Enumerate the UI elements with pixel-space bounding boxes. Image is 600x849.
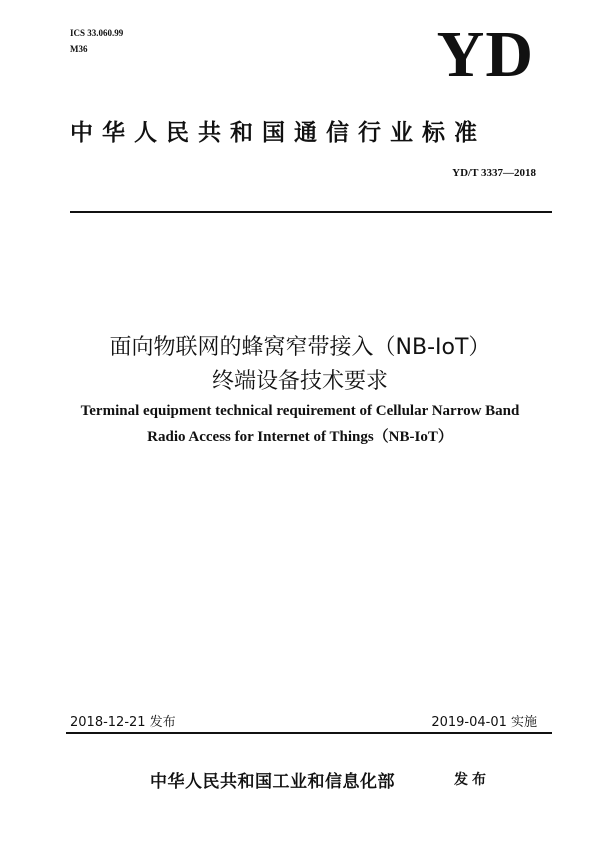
ics-code: ICS 33.060.99 [70,28,124,38]
standard-number: YD/T 3337—2018 [452,167,536,179]
title-english-line1: Terminal equipment technical requirement of Cellular Narrow Band [80,403,520,419]
title-chinese-line2: 终端设备技术要求 [211,369,388,394]
publisher-name: 中华人民共和国工业和信息化部 [150,772,395,792]
title-chinese-line1: 面向物联网的蜂窝窄带接入（NB-IoT） [109,335,491,360]
top-divider [70,211,552,213]
ccs-code: M36 [70,44,88,54]
standard-header: 中华人民共和国通信行业标准 [70,120,486,146]
title-english-line2: Radio Access for Internet of Things（NB-IoT） [147,429,453,445]
issue-date: 2018-12-21 发布 [70,715,176,730]
publisher-action: 发布 [454,772,490,788]
implementation-date: 2019-04-01 实施 [431,715,537,730]
yd-logo: YD [436,18,534,91]
bottom-divider [66,732,552,734]
